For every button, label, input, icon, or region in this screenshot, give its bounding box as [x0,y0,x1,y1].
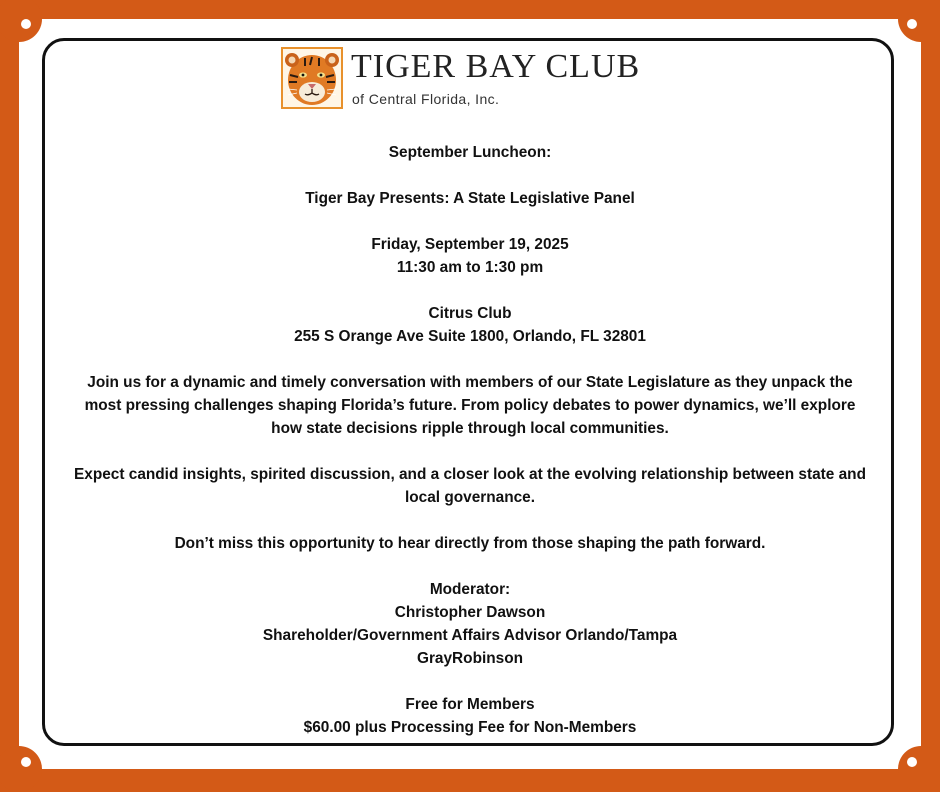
moderator-label: Moderator: [429,581,511,598]
event-address: 255 S Orange Ave Suite 1800, Orlando, FL 32801 [294,328,646,345]
event-heading: September Luncheon: [388,144,552,161]
price-nonmembers: $60.00 plus Processing Fee for Non-Members [303,719,637,736]
moderator-name: Christopher Dawson [394,604,546,621]
event-title: Tiger Bay Presents: A State Legislative Panel [305,190,635,207]
logo-subtitle: of Central Florida, Inc. [352,91,500,107]
moderator-title: Shareholder/Government Affairs Advisor Orlando/Tampa [262,627,678,644]
moderator-company: GrayRobinson [416,650,524,667]
description-paragraph: Join us for a dynamic and timely conversation with members of our State Legislature as they unpack the most pressing challenges shaping Florida’s future. From policy debates to power dynamics, we’ll explore how state decisions ripple through local communities. [84,374,856,437]
corner-notch [898,746,940,792]
tiger-face-icon [281,47,343,109]
corner-dot [21,757,31,767]
price-members: Free for Members [405,696,535,713]
corner-notch [0,746,42,792]
event-time: 11:30 am to 1:30 pm [396,259,544,276]
event-venue: Citrus Club [428,305,512,322]
corner-dot [907,19,917,29]
description-paragraph: Don’t miss this opportunity to hear directly from those shaping the path forward. [174,535,766,552]
description-paragraph: Expect candid insights, spirited discussion, and a closer look at the evolving relationship between state and local governance. [74,466,866,506]
corner-dot [21,19,31,29]
club-logo [281,47,661,111]
corner-notch [898,0,940,42]
corner-dot [907,757,917,767]
event-date: Friday, September 19, 2025 [371,236,569,253]
logo-title: TIGER BAY CLUB [351,48,641,85]
event-details [62,141,878,739]
